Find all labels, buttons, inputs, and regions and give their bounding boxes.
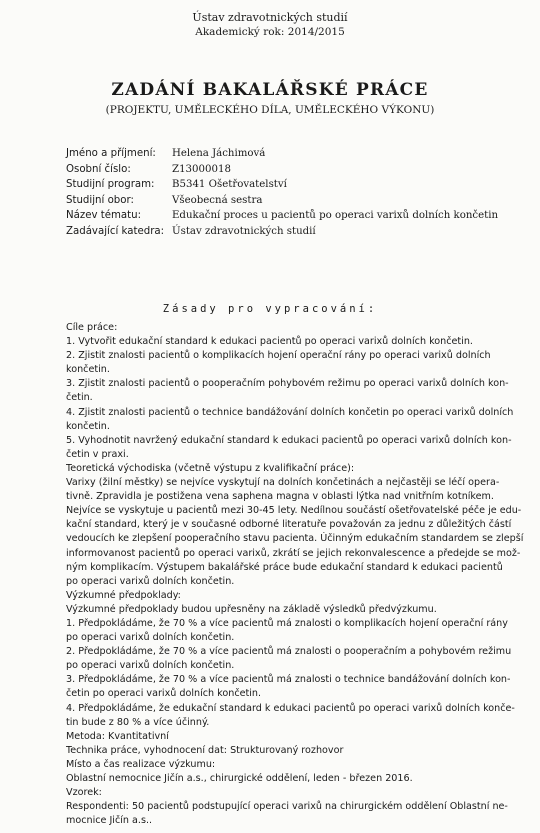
body-line: 1. Předpokládáme, že 70 % a více pacientů má znalosti o komplikacích hojení operační rány [66,617,508,629]
body-line: tin bude z 80 % a více účinný. [66,716,210,728]
info-label: Jméno a příjmení: [66,148,156,159]
info-label: Studijní program: [66,179,155,190]
body-line: Nejvíce se vyskytuje u pacientů mezi 30-45 lety. Nedílnou součástí ošetřovatelské péče je edu- [66,505,522,517]
body-line: končetin. [66,364,110,376]
info-label: Studijní obor: [66,194,134,206]
body-line: Cíle práce: [66,322,118,333]
body-line: 4. Předpokládáme, že edukační standard k edukaci pacientů po operaci varixů dolních konče- [66,702,515,714]
document-subtitle: (PROJEKTU, UMĚLECKÉHO DÍLA, UMĚLECKÉHO VÝKONU) [105,104,435,116]
info-value: B5341 Ošetřovatelství [172,179,287,190]
body-line: Výzkumné předpoklady budou upřesněny na základě výsledků předvýzkumu. [66,603,437,615]
body-line: 2. Předpokládáme, že 70 % a více pacientů má znalosti o pooperačním a pohybovém režimu [66,646,512,658]
body-line: po operaci varixů dolních končetin. [66,632,235,644]
body-line: Místo a čas realizace výzkumu: [66,758,216,770]
academic-year: Akademický rok: 2014/2015 [195,26,345,38]
body-line: Výzkumné předpoklady: [66,589,181,601]
body-line: po operaci varixů dolních končetin. [66,575,235,587]
body-line: 4. Zjistit znalosti pacientů o technice bandážování dolních končetin po operaci varixů dolních [66,406,514,418]
info-value: Edukační proces u pacientů po operaci varixů dolních končetin [172,210,499,221]
info-value: Helena Jáchimová [172,148,266,159]
body-line: četin po operaci varixů dolních končetin. [66,688,262,700]
body-line: informovanost pacientů po operaci varixů, zkrátí se jejich rekonvalescence a předejde se mož- [66,547,521,559]
body-text [66,321,526,828]
body-line: četin v praxi. [66,448,129,460]
body-line: vedoucích ke zlepšení pooperačního stavu pacienta. Účinným edukačním standardem se zlepší [66,533,524,545]
body-line: Respondenti: 50 pacientů podstupující operaci varixů na chirurgickém oddělení Oblastní ne- [66,801,508,813]
info-label: Zadávající katedra: [66,225,165,237]
body-line: 3. Zjistit znalosti pacientů o pooperačním pohybovém režimu po operaci varixů dolních kon- [66,378,509,390]
body-line: Technika práce, vyhodnocení dat: Strukturovaný rozhovor [66,744,344,756]
body-line: Teoretická východiska (včetně výstupu z kvalifikační práce): [66,462,355,474]
body-line: četin. [66,392,93,404]
body-line: Vzorek: [66,787,102,799]
document-title: ZADÁNÍ BAKALÁŘSKÉ PRÁCE [111,80,429,100]
body-line: Varixy (žilní městky) se nejvíce vyskytují na dolních končetinách a nejčastěji se léčí opera- [66,477,500,489]
body-line: mocnice Jičín a.s.. [66,815,153,827]
body-line: ným komplikacím. Výstupem bakalářské práce bude edukační standard k edukaci pacientů [66,561,503,573]
body-line: po operaci varixů dolních končetin. [66,660,235,672]
info-value: Z13000018 [172,163,231,175]
info-label: Název tématu: [66,210,142,221]
body-line: tivně. Zpravidla je postižena vena saphena magna v oblasti lýtka nad vnitřním kotníkem. [66,491,494,503]
body-line: 2. Zjistit znalosti pacientů o komplikacích hojení operační rány po operaci varixů dolních [66,350,491,362]
info-label: Osobní číslo: [66,163,131,175]
institute-name: Ústav zdravotnických studií [192,11,348,24]
info-value: Všeobecná sestra [172,194,263,206]
body-line: 3. Předpokládáme, že 70 % a více pacientů má znalosti o technice bandážování dolních kon- [66,674,511,686]
body-line: končetin. [66,420,110,432]
body-line: Oblastní nemocnice Jičín a.s., chirurgické oddělení, leden - březen 2016. [66,773,413,784]
info-value: Ústav zdravotnických studií [172,225,316,237]
body-line: kační standard, který je v současné odborné literatuře považován za jednu z důležitých částí [66,519,512,531]
body-line: Metoda: Kvantitativní [66,730,169,742]
body-line: 5. Vyhodnotit navržený edukační standard k edukaci pacientů po operaci varixů dolních kon- [66,434,512,446]
body-line: 1. Vytvořit edukační standard k edukaci pacientů po operaci varixů dolních končetin. [66,336,473,348]
section-heading: Zásady pro vypracování: [162,303,378,315]
